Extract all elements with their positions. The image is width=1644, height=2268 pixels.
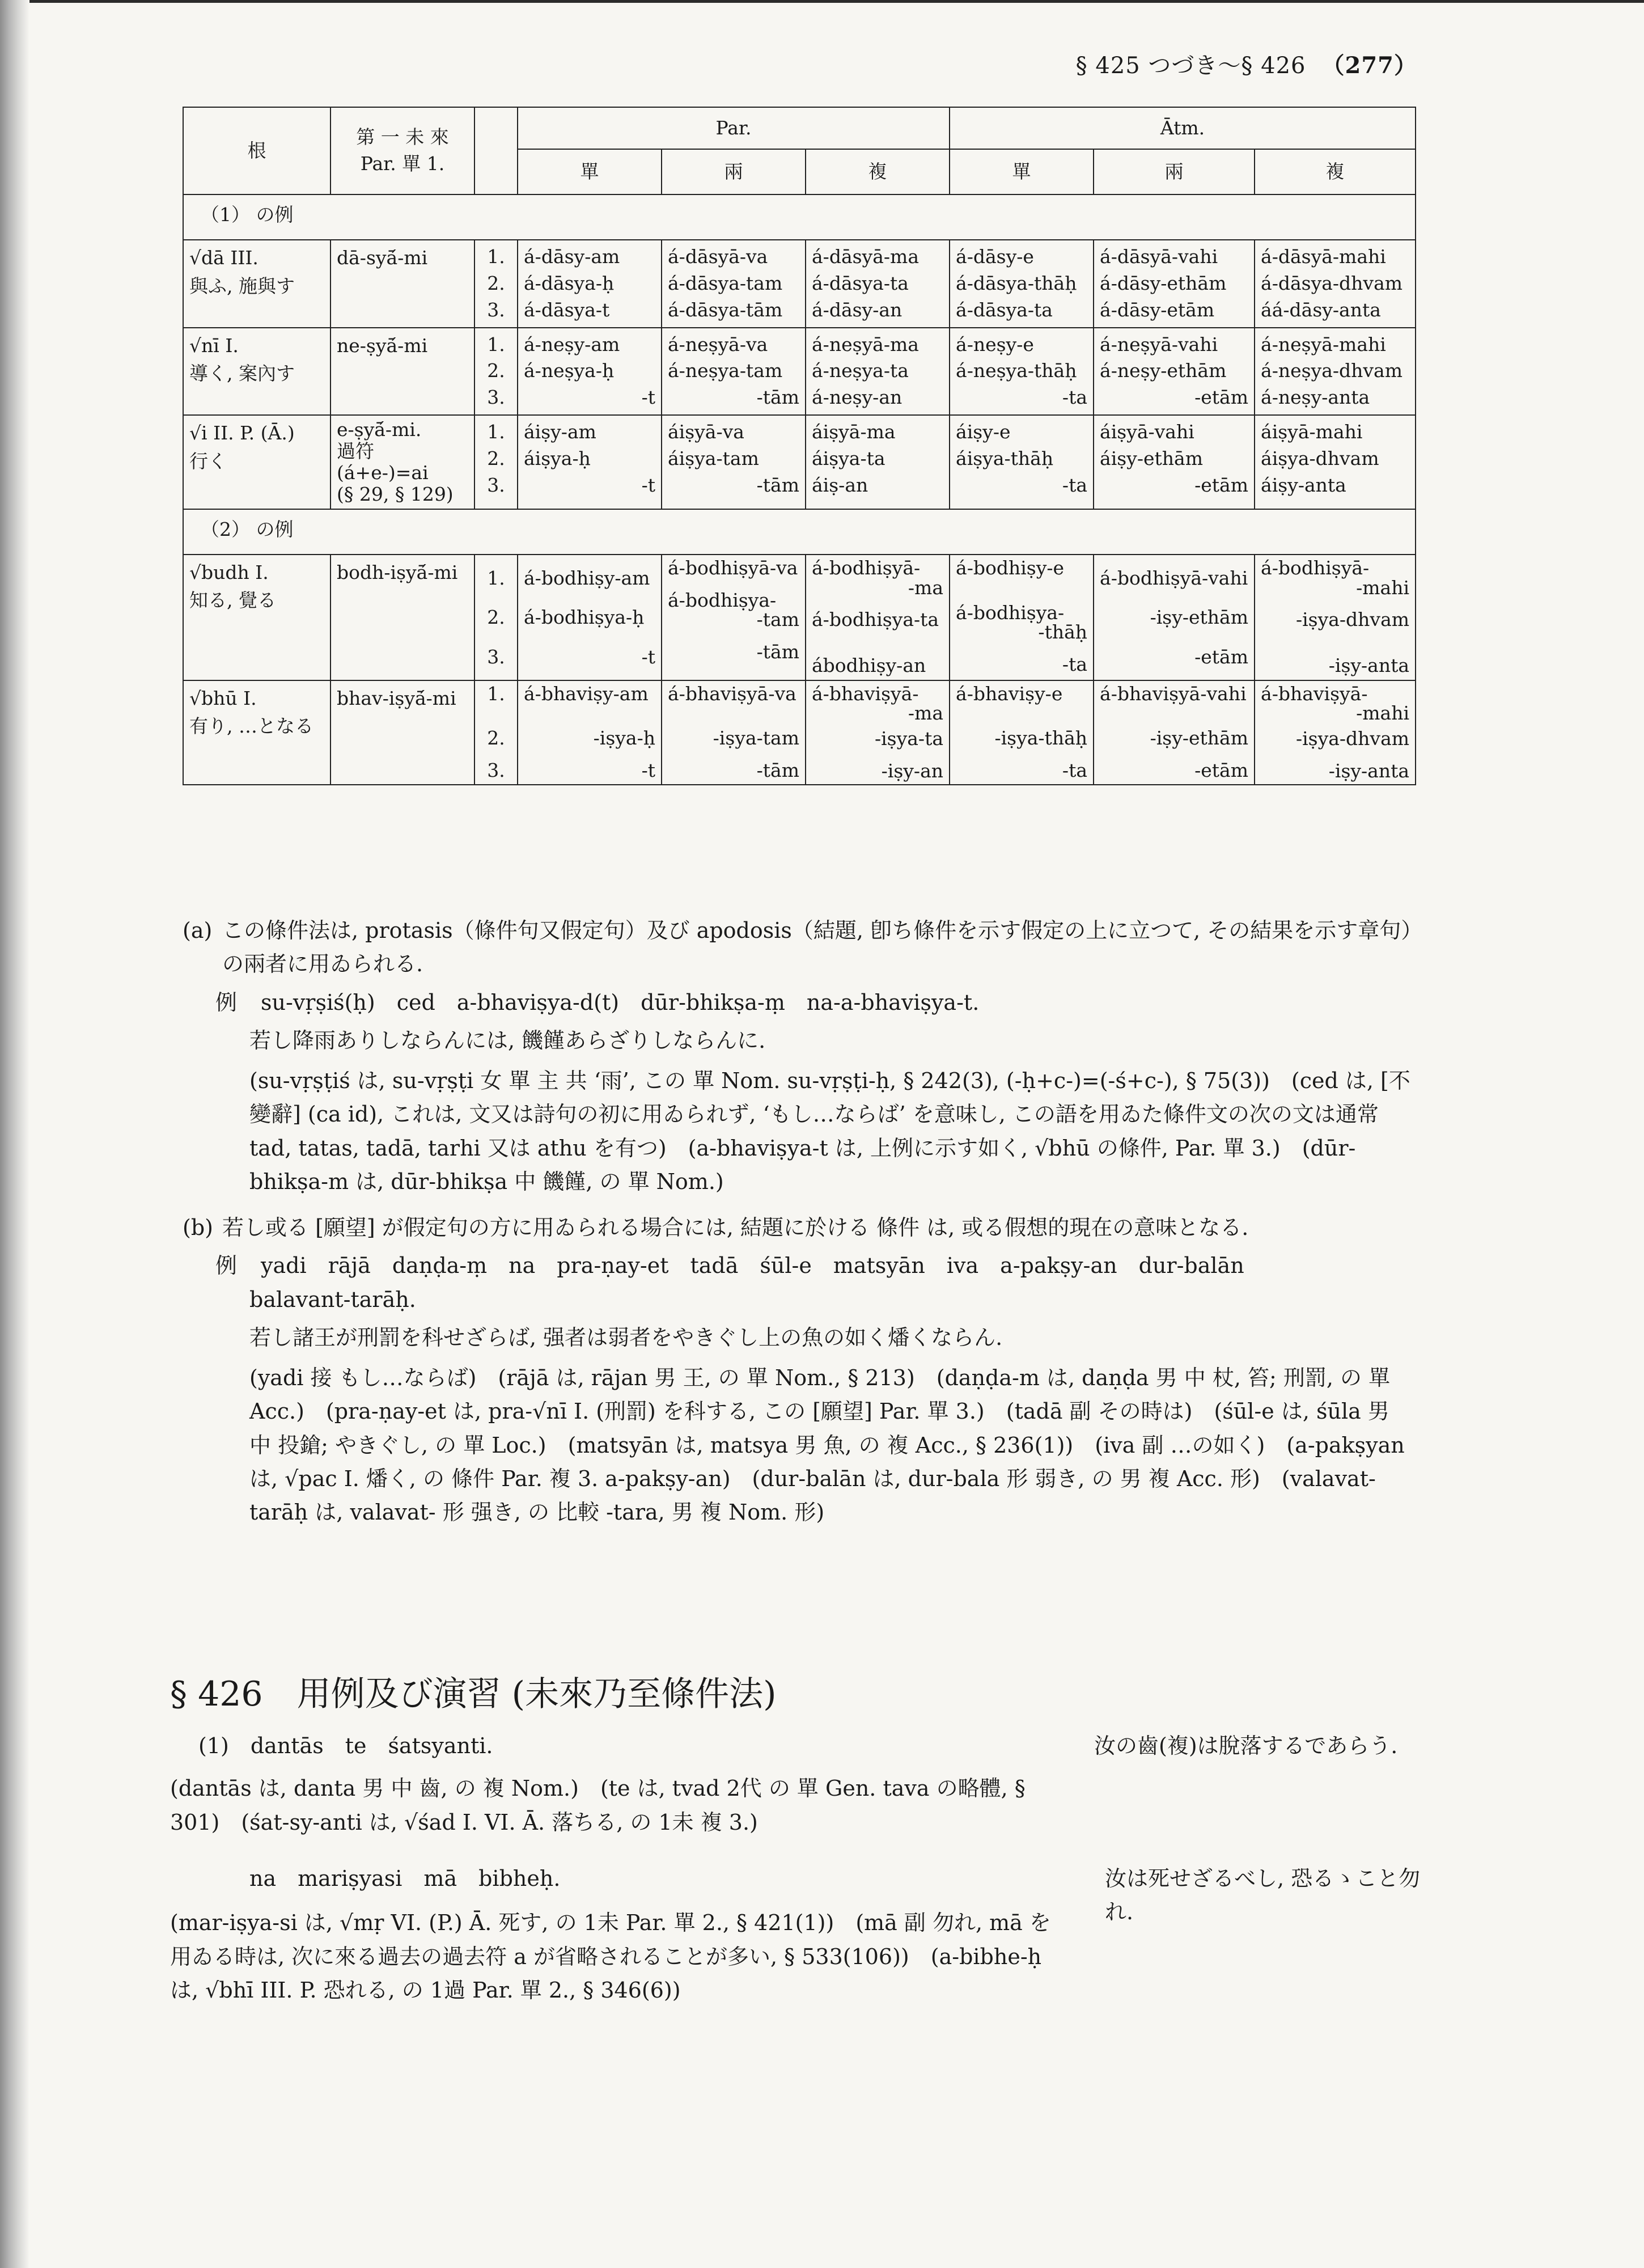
table-row (183, 415, 1416, 509)
exercise-2-explanation: (mar-iṣya-si は, √mṛ VI. (P.) Ā. 死す, の 1未 Par. 單 2., § 421(1)) (mā 副 勿れ, mā を用ゐる時は, 次に來る過去の過去符 a が省略されることが多い, § 533(106)) (a-bibhe-ḥ は, √bhī III. P. 恐れる, の 1過 Par. 單 2., § 346(6)) (170, 1910, 1051, 2003)
note-b-example-text: yadi rājā daṇḍa-ṃ na pra-ṇay-et tadā śūl-e matsyān iva a-pakṣy-an dur-balān (261, 1253, 1244, 1279)
exercises (170, 1729, 1423, 2007)
par-du-header: 兩 (662, 149, 806, 194)
exercise-1 (170, 1729, 1423, 1763)
note-a-example-text: su-vṛṣiś(ḥ) ced a-bhaviṣya-d(t) dūr-bhikṣa-ṃ na-a-bhaviṣya-t. (261, 989, 980, 1015)
atm-header: Ātm. (950, 107, 1416, 149)
table-row (183, 680, 1416, 785)
root-cell: √i II. P. (Ā.) 行く (183, 415, 331, 509)
exercise-1-explanation: (dantās は, danta 男 中 齒, の 複 Nom.) (te は, tvad 2代 の 單 Gen. tava の略體, § 301) (śat-sy-anti は, √śad I. VI. Ā. 落ちる, の 1未 複 3.) (170, 1776, 1026, 1835)
form-cell: á-dāsyā-vahi á-dāsy-ethām á-dāsy-etām (1094, 240, 1255, 328)
table-row (183, 328, 1416, 416)
note-a-translation: 若し降雨ありしならんには, 饑饉あらざりしならんに. (249, 1027, 766, 1053)
example-label: 例 (215, 1253, 238, 1279)
form-cell: á-bodhiṣyā-vahi -iṣy-ethām -etām (1094, 555, 1255, 680)
form-cell: á-neṣyā-va á-neṣya-tam -tām (662, 328, 806, 416)
form-cell: áiṣy-e áiṣya-thāḥ -ta (950, 415, 1094, 509)
header-section: § 425 つづき～§ 426 (1075, 53, 1306, 79)
conditional-conjugation-table (183, 107, 1415, 785)
form-cell: áiṣyā-mahi áiṣya-dhvam áiṣy-anta (1255, 415, 1416, 509)
note-b-translation: 若し諸王が刑罰を科せざらば, 强者は弱者をやきぐし上の魚の如く燔くならん. (249, 1325, 1003, 1350)
note-b (183, 1211, 1415, 1245)
form-cell: á-dāsyā-ma á-dāsya-ta á-dāsy-an (806, 240, 950, 328)
exercise-2-translation: 汝は死せざるべし, 恐るゝこと勿れ. (1104, 1865, 1421, 1925)
root-cell: √dā III. 與ふ, 施與す (183, 240, 331, 328)
future-cell: e-ṣyā́-mi. 過符 (á+e-)=ai (§ 29, § 129) (331, 415, 474, 509)
section-label-1: （1） の例 (183, 194, 1416, 240)
future-cell: bodh-iṣyā́-mi (331, 555, 474, 680)
note-a-label: (a) (183, 918, 213, 943)
form-cell: á-bhaviṣyā- -mahi -iṣya-dhvam -iṣy-anta (1255, 680, 1416, 785)
table-row (183, 555, 1416, 680)
form-cell: á-bodhiṣyā- -ma á-bodhiṣya-ta ábodhiṣy-an (806, 555, 950, 680)
form-cell: á-bodhiṣy-am á-bodhiṣya-ḥ -t (518, 555, 662, 680)
form-cell: áiṣy-am áiṣya-ḥ -t (518, 415, 662, 509)
form-cell: á-neṣy-e á-neṣya-thāḥ -ta (950, 328, 1094, 416)
running-header (1076, 48, 1417, 80)
col-person-header (474, 107, 518, 194)
top-rule (29, 0, 1644, 3)
section-426-title: § 426 用例及び演習 (未來乃至條件法) (170, 1674, 777, 1714)
form-cell: á-bhaviṣy-e -iṣya-thāḥ -ta (950, 680, 1094, 785)
par-pl-header: 複 (806, 149, 950, 194)
atm-du-header: 兩 (1094, 149, 1255, 194)
table-row (183, 240, 1416, 328)
person-cell: 1. 2. 3. (474, 555, 518, 680)
form-cell: á-bodhiṣyā- -mahi -iṣya-dhvam -iṣy-anta (1255, 555, 1416, 680)
root-cell: √nī I. 導く, 案內す (183, 328, 331, 416)
form-cell: áiṣyā-vahi áiṣy-ethām -etām (1094, 415, 1255, 509)
form-cell: á-bhaviṣy-am -iṣya-ḥ -t (518, 680, 662, 785)
form-cell: á-bhaviṣyā- -ma -iṣya-ta -iṣy-an (806, 680, 950, 785)
exercise-1-translation: 汝の齒(複)は脫落するであらう. (1094, 1733, 1398, 1758)
form-cell: á-dāsy-am á-dāsya-ḥ á-dāsya-t (518, 240, 662, 328)
form-cell: á-bodhiṣyā-va á-bodhiṣya- -tam -tām (662, 555, 806, 680)
atm-pl-header: 複 (1255, 149, 1416, 194)
form-cell: á-bhaviṣyā-va -iṣya-tam -tām (662, 680, 806, 785)
form-cell: áiṣyā-va áiṣya-tam -tām (662, 415, 806, 509)
form-cell: á-neṣyā-mahi á-neṣya-dhvam á-neṣy-anta (1255, 328, 1416, 416)
col-future-header: 第 一 未 來 Par. 單 1. (331, 107, 474, 194)
example-label: 例 (215, 989, 238, 1015)
future-cell: dā-syā́-mi (331, 240, 474, 328)
form-cell: á-dāsy-e á-dāsya-thāḥ á-dāsya-ta (950, 240, 1094, 328)
exercise-1-source: (1) dantās te śatsyanti. (198, 1733, 493, 1758)
col-root-header: 根 (183, 107, 331, 194)
section-label-2: （2） の例 (183, 509, 1416, 555)
exercise-2-source: na mariṣyasi mā bibheḥ. (249, 1865, 561, 1891)
person-cell: 1. 2. 3. (474, 328, 518, 416)
par-sg-header: 單 (518, 149, 662, 194)
note-b-explanation: (yadi 接 もし…ならば) (rājā は, rājan 男 王, の 單 Nom., § 213) (daṇḍa-m は, daṇḍa 男 中 杖, 笞; 刑罰, の 單 Acc.) (pra-ṇay-et は, pra-√nī I. (刑罰) を科する, この [願望] Par. 單 3.) (tadā 副 その時は) (śūl-e は, śūla 男 中 投鎗; やきぐし, の 單 Loc.) (matsyān は, matsya 男 魚, の 複 Acc., § 236(1)) (iva 副 …の如く) (a-pakṣyan は, √pac I. 燔く, の 條件 Par. 複 3. a-pakṣy-an) (dur-balān は, dur-bala 形 弱き, の 男 複 Acc. 形) (valavat-tarāḥ は, valavat- 形 强き, の 比較 -tara, 男 複 Nom. 形) (249, 1365, 1405, 1525)
form-cell: á-dāsyā-mahi á-dāsya-dhvam áá-dāsy-anta (1255, 240, 1416, 328)
note-b-example-cont: balavant-tarāḥ. (249, 1287, 416, 1312)
person-cell: 1. 2. 3. (474, 240, 518, 328)
note-a (183, 914, 1415, 981)
note-b-text: 若し或る [願望] が假定句の方に用ゐられる場合には, 結題に於ける 條件 は, 或る假想的現在の意味となる. (222, 1215, 1249, 1241)
form-cell: á-bodhiṣy-e á-bodhiṣya- -thāḥ -ta (950, 555, 1094, 680)
notes (183, 914, 1415, 1530)
root-cell: √budh I. 知る, 覺る (183, 555, 331, 680)
person-cell: 1. 2. 3. (474, 415, 518, 509)
atm-sg-header: 單 (950, 149, 1094, 194)
note-a-explanation: (su-vṛṣṭiś は, su-vṛṣṭi 女 單 主 共 ‘雨’, この 單 Nom. su-vṛṣṭi-ḥ, § 242(3), (-ḥ+c-)=(-ś+c-), § 75(3)) (ced は, [不變辭] (ca id), これは, 文又は詩句の初に用ゐられず, ‘もし…ならば’ を意味し, この語を用ゐた條件文の次の文は通常 tad, tatas, tadā, tarhi 又は athu を有つ) (a-bhaviṣya-t は, 上例に示す如く, √bhū の條件, Par. 單 3.) (dūr-bhikṣa-m は, dūr-bhikṣa 中 饑饉, の 單 Nom.) (249, 1068, 1410, 1194)
person-cell: 1. 2. 3. (474, 680, 518, 785)
form-cell: á-neṣyā-ma á-neṣya-ta á-neṣy-an (806, 328, 950, 416)
note-b-example (183, 1249, 1415, 1283)
note-a-text: この條件法は, protasis（條件句又假定句）及び apodosis（結題, 卽ち條件を示す假定の上に立つて, その結果を示す章句）の兩者に用ゐられる. (222, 918, 1412, 977)
root-cell: √bhū I. 有り, …となる (183, 680, 331, 785)
note-a-example (183, 986, 1415, 1019)
form-cell: á-bhaviṣyā-vahi -iṣy-ethām -etām (1094, 680, 1255, 785)
form-cell: á-neṣy-am á-neṣya-ḥ -t (518, 328, 662, 416)
page-number: （277） (1321, 52, 1417, 79)
form-cell: áiṣyā-ma áiṣya-ta áiṣ-an (806, 415, 950, 509)
future-cell: bhav-iṣyā́-mi (331, 680, 474, 785)
par-header: Par. (518, 107, 950, 149)
book-spine-shadow (0, 0, 29, 2268)
note-b-label: (b) (183, 1215, 213, 1241)
future-cell: ne-ṣyā́-mi (331, 328, 474, 416)
form-cell: á-neṣyā-vahi á-neṣy-ethām -etām (1094, 328, 1255, 416)
form-cell: á-dāsyā-va á-dāsya-tam á-dāsya-tām (662, 240, 806, 328)
